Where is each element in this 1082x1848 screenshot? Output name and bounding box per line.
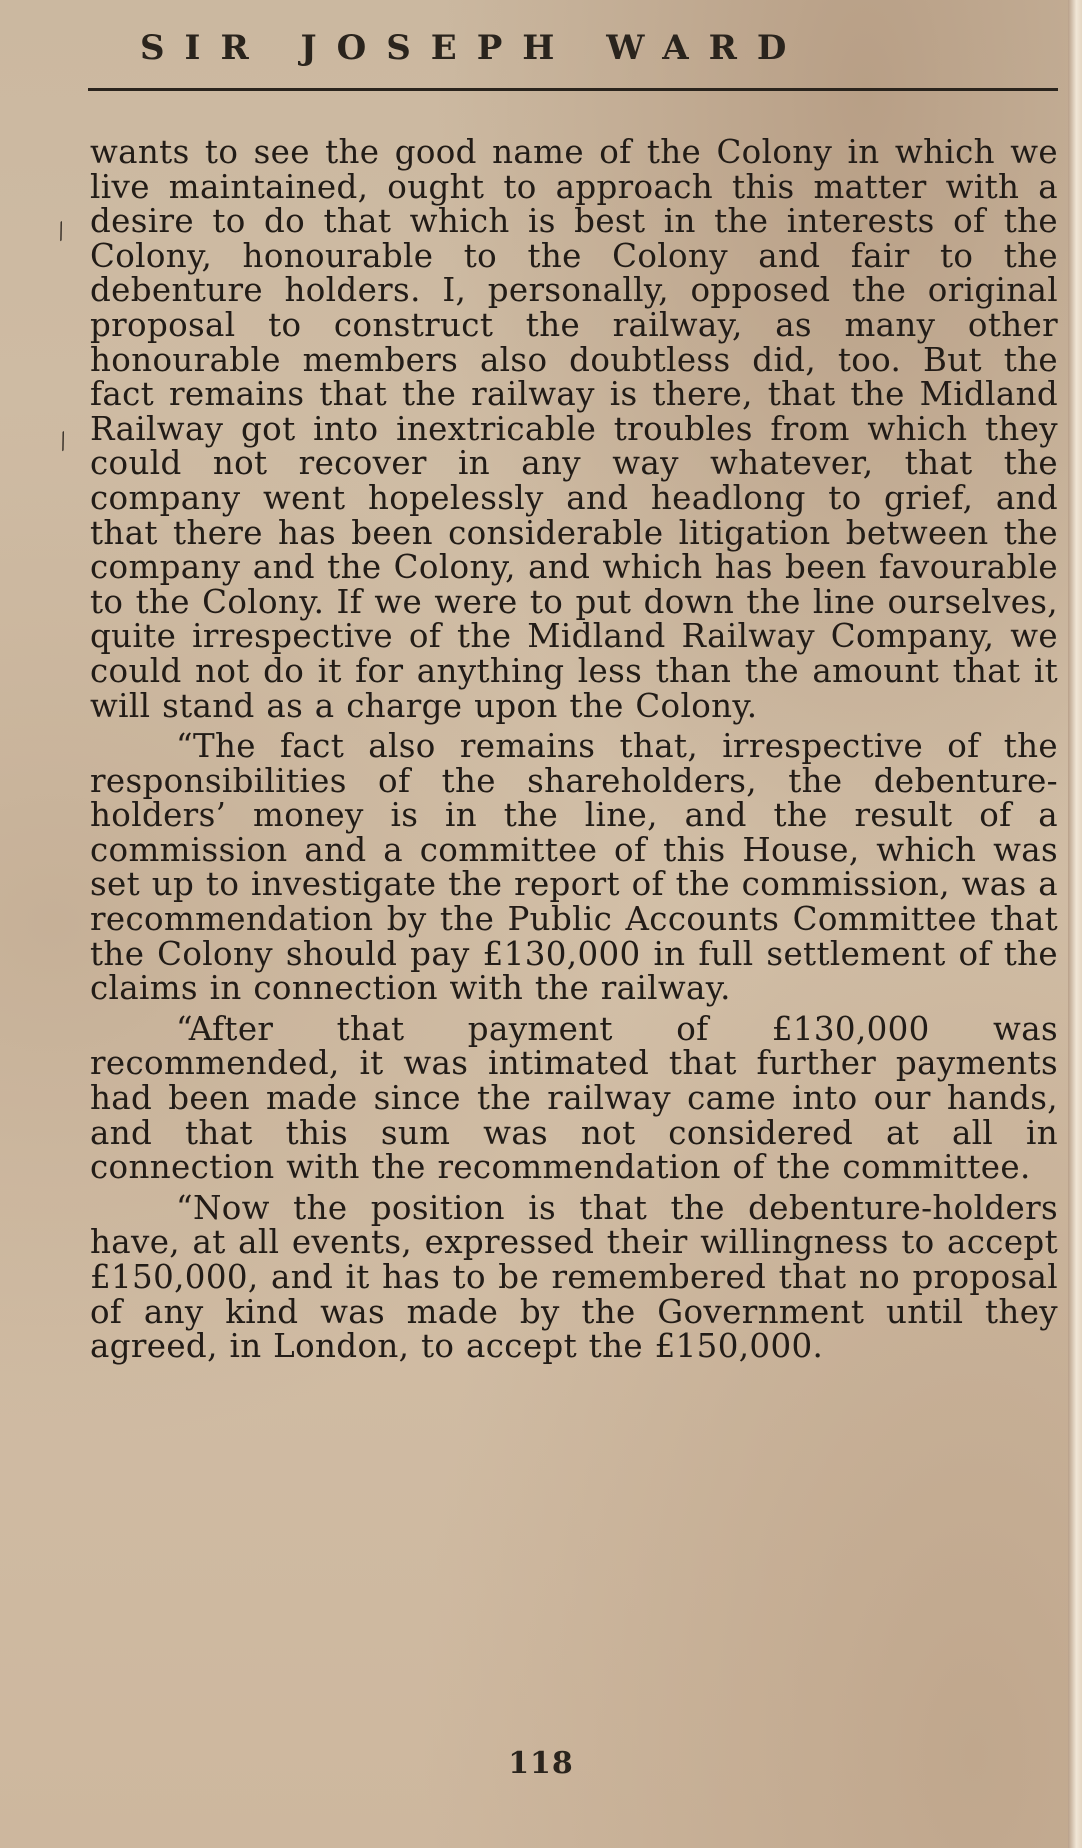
paragraph: wants to see the good name of the Colony in which we live maintained, ought to approach this matter with a desire to do that which is best in the interests of the Colony, honourable to the Colony and fair to the debenture holders. I, personally, opposed the original proposal to construct the railway, as many other honourable members also doubtless did, too. But the fact remains that the railway is there, that the Midland Railway got into inextricable troubles from which they could not recover in any way whatever, that the company went hopelessly and headlong to grief, and that there has been considerable litigation between the company and the Colony, and which has been favourable to the Colony. If we were to put down the line ourselves, quite irrespective of the Midland Railway Company, we could not do it for anything less than the amount that it will stand as a charge upon the Colony. (90, 133, 1058, 725)
pencil-tick-mark: ⁄ (55, 430, 72, 455)
paragraph: “Now the position is that the debenture-holders have, at all events, expressed their willingness to accept £150,000, and it has to be remembered that no proposal of any kind was made by the Government until they agreed, in London, to accept the £150,000. (90, 1188, 1058, 1366)
header-rule (88, 88, 1058, 91)
paragraph: “After that payment of £130,000 was recommended, it was intimated that further payments had been made since the railway came into our hands, and that this sum was not considered at all in connection with the recommendation of the committee. (90, 1009, 1058, 1187)
page-number: 118 (508, 1746, 574, 1781)
pencil-tick-mark: ⁄ (53, 220, 70, 245)
paragraph: “The fact also remains that, irrespective of the responsibilities of the shareholders, the debenture-holders’ money is in the line, and the result of a commission and a committee of this House, which was set up to investigate the report of the commission, was a recommendation by the Public Accounts Committee that the Colony should pay £130,000 in full settlement of the claims in connection with the railway. (90, 727, 1058, 1008)
page-edge (1068, 0, 1082, 1848)
body-text (90, 135, 1058, 1364)
running-head: SIR JOSEPH WARD (140, 28, 807, 68)
